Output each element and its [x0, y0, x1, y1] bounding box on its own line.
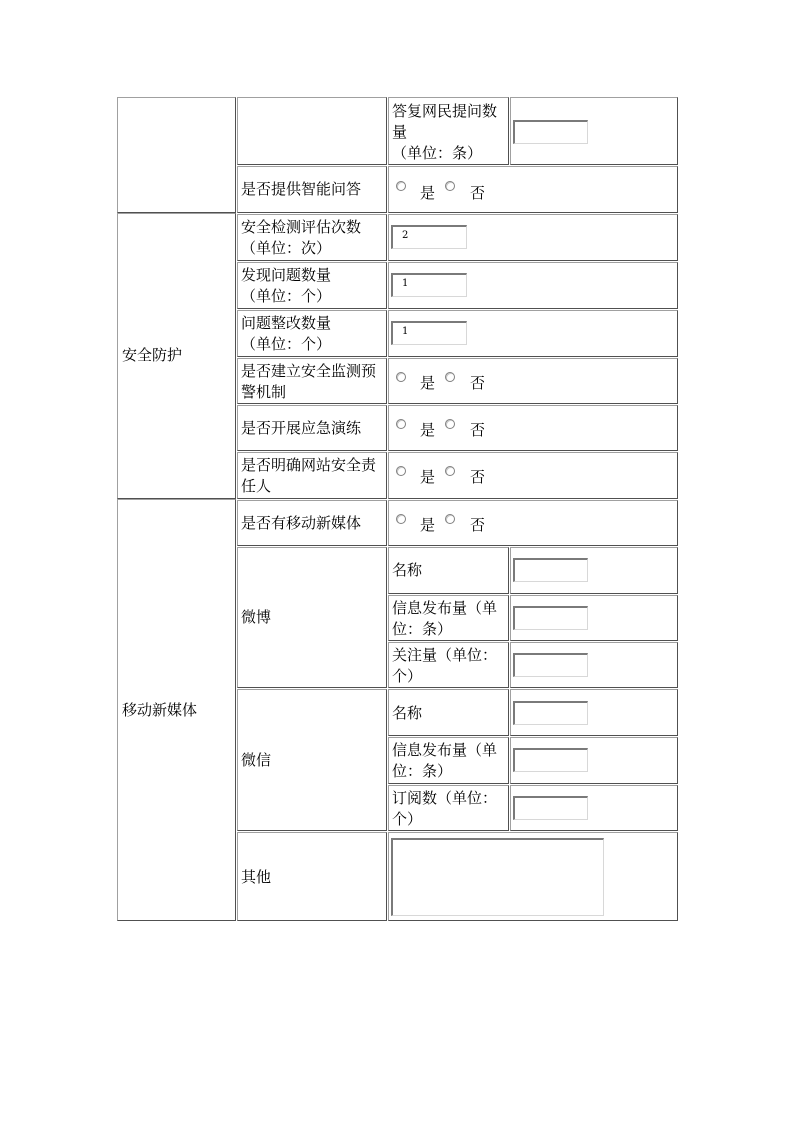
wechat-posts-label: 信息发布量（单 位：条） [392, 741, 498, 780]
section-cell-security [117, 213, 236, 499]
issues-fixed-label-cell [237, 310, 387, 357]
smart-qa-label-cell [237, 166, 387, 213]
wechat-label-cell [237, 689, 387, 831]
has-new-media-label: 是否有移动新媒体 [241, 514, 362, 532]
monitor-warning-label: 是否建立安全监测预 警机制 [241, 362, 377, 401]
weibo-posts-input[interactable] [513, 606, 588, 630]
monitor-warning-no-radio[interactable] [445, 372, 455, 382]
monitor-warning-value-cell [388, 358, 678, 404]
wechat-name-label: 名称 [392, 704, 423, 722]
wechat-subscribers-value-cell [510, 785, 678, 831]
wechat-subscribers-label-cell [388, 785, 509, 831]
wechat-subscribers-input[interactable] [513, 796, 588, 820]
new-media-section-label: 移动新媒体 [122, 701, 198, 719]
has-new-media-value-cell [388, 500, 678, 546]
security-eval-input[interactable]: 2 [391, 225, 467, 249]
wechat-name-input[interactable] [513, 701, 588, 725]
issues-fixed-value-cell [388, 310, 678, 357]
monitor-warning-label-cell [237, 358, 387, 404]
has-new-media-yes-label: 是 [420, 516, 436, 534]
monitor-warning-no-label: 否 [470, 374, 486, 392]
weibo-posts-label-cell [388, 595, 509, 641]
has-new-media-label-cell [237, 500, 387, 546]
emergency-drill-yes-label: 是 [420, 421, 436, 439]
weibo-followers-label: 关注量（单位： 个） [392, 646, 498, 685]
monitor-warning-yes-label: 是 [420, 374, 436, 392]
security-eval-label-cell [237, 214, 387, 261]
other-value-cell [388, 832, 678, 921]
site-owner-yes-radio[interactable] [396, 466, 406, 476]
emergency-drill-label-cell [237, 405, 387, 451]
reply-count-label: 答复网民提问数 量 （单位：条） [392, 102, 498, 162]
other-label: 其他 [241, 868, 272, 886]
wechat-subscribers-label: 订阅数（单位： 个） [392, 789, 498, 828]
smart-qa-yes-radio[interactable] [396, 181, 406, 191]
reply-count-label-cell [388, 97, 509, 165]
weibo-label: 微博 [241, 608, 272, 626]
smart-qa-no-radio[interactable] [445, 181, 455, 191]
issues-fixed-input[interactable]: 1 [391, 321, 467, 345]
site-owner-no-label: 否 [470, 468, 486, 486]
issues-found-label: 发现问题数量 （单位：个） [241, 266, 332, 305]
smart-qa-yes-label: 是 [420, 184, 436, 202]
site-owner-label: 是否明确网站安全责 任人 [241, 456, 377, 495]
security-eval-value-cell [388, 214, 678, 261]
weibo-name-input[interactable] [513, 558, 588, 582]
emergency-drill-label: 是否开展应急演练 [241, 419, 362, 437]
has-new-media-yes-radio[interactable] [396, 514, 406, 524]
weibo-followers-label-cell [388, 642, 509, 688]
issues-found-input[interactable]: 1 [391, 273, 467, 297]
wechat-posts-input[interactable] [513, 748, 588, 772]
weibo-posts-value-cell [510, 595, 678, 641]
weibo-followers-value-cell [510, 642, 678, 688]
site-owner-no-radio[interactable] [445, 466, 455, 476]
wechat-posts-label-cell [388, 737, 509, 784]
issues-found-value-cell [388, 262, 678, 309]
emergency-drill-no-label: 否 [470, 421, 486, 439]
other-label-cell [237, 832, 387, 921]
has-new-media-no-label: 否 [470, 516, 486, 534]
security-eval-label: 安全检测评估次数 （单位：次） [241, 218, 362, 257]
reply-count-empty-cell [237, 97, 387, 165]
weibo-name-label-cell [388, 547, 509, 594]
has-new-media-no-radio[interactable] [445, 514, 455, 524]
emergency-drill-no-radio[interactable] [445, 419, 455, 429]
emergency-drill-value-cell [388, 405, 678, 451]
wechat-posts-value-cell [510, 737, 678, 784]
smart-qa-value-cell [388, 166, 678, 213]
weibo-name-label: 名称 [392, 561, 423, 579]
site-owner-label-cell [237, 452, 387, 499]
weibo-label-cell [237, 547, 387, 688]
weibo-name-value-cell [510, 547, 678, 594]
monitor-warning-yes-radio[interactable] [396, 372, 406, 382]
wechat-name-value-cell [510, 689, 678, 736]
weibo-posts-label: 信息发布量（单 位：条） [392, 599, 498, 638]
smart-qa-no-label: 否 [470, 184, 486, 202]
section-cell-top [117, 97, 236, 213]
issues-fixed-label: 问题整改数量 （单位：个） [241, 314, 332, 353]
wechat-name-label-cell [388, 689, 509, 736]
security-section-label: 安全防护 [122, 346, 183, 364]
emergency-drill-yes-radio[interactable] [396, 419, 406, 429]
weibo-followers-input[interactable] [513, 653, 588, 677]
other-textarea[interactable] [391, 838, 604, 916]
section-cell-new-media [117, 499, 236, 921]
smart-qa-label: 是否提供智能问答 [241, 180, 362, 198]
site-owner-yes-label: 是 [420, 468, 436, 486]
issues-found-label-cell [237, 262, 387, 309]
reply-count-value-cell [510, 97, 678, 165]
reply-count-input[interactable] [513, 120, 588, 144]
wechat-label: 微信 [241, 751, 272, 769]
site-owner-value-cell [388, 452, 678, 499]
